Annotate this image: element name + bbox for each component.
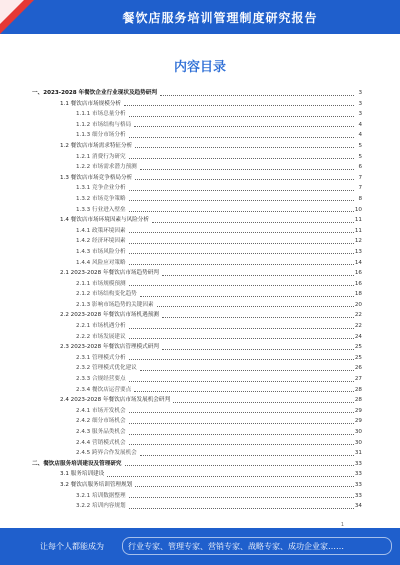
toc-entry-label: 2.3 2023-2028 年餐饮店管理模式研判 bbox=[60, 344, 159, 351]
toc-dot-leader bbox=[129, 158, 354, 159]
toc-entry-label: 2.4 2023-2028 年餐饮店市场发展机会研判 bbox=[60, 397, 171, 404]
toc-entry-label: 2.4.4 营销模式机会 bbox=[76, 439, 126, 446]
toc-list bbox=[18, 88, 362, 512]
toc-entry-page: 33 bbox=[354, 492, 362, 499]
toc-entry-page: 22 bbox=[354, 312, 362, 319]
toc-entry-page: 28 bbox=[354, 386, 362, 393]
toc-dot-leader bbox=[129, 423, 354, 424]
toc-entry-label: 2.3.4 餐饮店运营要点 bbox=[76, 386, 132, 393]
toc-entry-label: 1.2.1 消费行为研究 bbox=[76, 153, 126, 160]
page-number: 1 bbox=[340, 522, 344, 528]
toc-dot-leader bbox=[129, 359, 354, 360]
toc-entry[interactable] bbox=[18, 469, 362, 480]
toc-entry[interactable] bbox=[18, 321, 362, 332]
toc-entry[interactable] bbox=[18, 459, 362, 470]
toc-dot-leader bbox=[129, 243, 354, 244]
toc-entry-page: 25 bbox=[354, 344, 362, 351]
toc-dot-leader bbox=[140, 169, 354, 170]
toc-entry-label: 2.4.2 细分市场机会 bbox=[76, 418, 126, 425]
document-title: 餐饮店服务培训管理制度研究报告 bbox=[122, 11, 318, 25]
toc-entry[interactable] bbox=[18, 130, 362, 141]
toc-entry-page: 8 bbox=[358, 195, 362, 202]
toc-entry-page: 16 bbox=[354, 280, 362, 287]
toc-dot-leader bbox=[162, 275, 354, 276]
toc-entry[interactable] bbox=[18, 491, 362, 502]
toc-entry[interactable] bbox=[18, 99, 362, 110]
toc-dot-leader bbox=[129, 137, 354, 138]
toc-entry[interactable] bbox=[18, 395, 362, 406]
toc-entry-label: 1.1.2 市场结构与格局 bbox=[76, 121, 132, 128]
toc-entry-label: 1.4.3 市场风险分析 bbox=[76, 248, 126, 255]
toc-dot-leader bbox=[124, 105, 354, 106]
toc-entry-label: 1.1 餐饮店市场规模分析 bbox=[60, 100, 122, 107]
toc-dot-leader bbox=[129, 264, 354, 265]
toc-entry[interactable] bbox=[18, 300, 362, 311]
toc-entry-label: 3.2.1 培训数据整理 bbox=[76, 492, 126, 499]
toc-dot-leader bbox=[162, 317, 354, 318]
toc-entry[interactable] bbox=[18, 480, 362, 491]
toc-dot-leader bbox=[129, 211, 354, 212]
toc-dot-leader bbox=[129, 232, 354, 233]
toc-entry-page: 14 bbox=[354, 259, 362, 266]
toc-entry[interactable] bbox=[18, 109, 362, 120]
toc-dot-leader bbox=[125, 465, 354, 466]
toc-entry-label: 2.1 2023-2028 年餐饮店市场趋势研判 bbox=[60, 270, 159, 277]
toc-entry[interactable] bbox=[18, 289, 362, 300]
toc-dot-leader bbox=[135, 486, 354, 487]
toc-entry-label: 2.1.2 市场结构变化趋势 bbox=[76, 291, 137, 298]
toc-entry[interactable] bbox=[18, 152, 362, 163]
toc-dot-leader bbox=[129, 381, 354, 382]
toc-entry-page: 3 bbox=[358, 100, 362, 107]
toc-entry-label: 2.3.3 合规经营要点 bbox=[76, 376, 126, 383]
toc-dot-leader bbox=[129, 508, 354, 509]
toc-dot-leader bbox=[140, 455, 354, 456]
toc-entry-page: 20 bbox=[354, 301, 362, 308]
header-bar bbox=[0, 0, 400, 34]
toc-entry[interactable] bbox=[18, 215, 362, 226]
toc-entry-page: 22 bbox=[354, 323, 362, 330]
toc-entry[interactable] bbox=[18, 194, 362, 205]
toc-dot-leader bbox=[129, 253, 354, 254]
toc-dot-leader bbox=[107, 476, 354, 477]
toc-dot-leader bbox=[129, 434, 354, 435]
toc-entry-label: 2.4.3 服务品类机会 bbox=[76, 429, 126, 435]
toc-entry-page: 11 bbox=[354, 217, 362, 224]
toc-dot-leader bbox=[129, 200, 354, 201]
toc-entry[interactable] bbox=[18, 258, 362, 269]
toc-entry[interactable] bbox=[18, 310, 362, 321]
toc-entry[interactable] bbox=[18, 427, 362, 438]
toc-entry-page: 30 bbox=[354, 429, 362, 435]
header-corner-highlight bbox=[0, 0, 24, 24]
toc-entry[interactable] bbox=[18, 448, 362, 459]
toc-dot-leader bbox=[129, 328, 354, 329]
toc-dot-leader bbox=[140, 370, 354, 371]
toc-entry-page: 33 bbox=[354, 471, 362, 478]
toc-entry[interactable] bbox=[18, 406, 362, 417]
toc-entry-page: 5 bbox=[358, 153, 362, 160]
toc-dot-leader bbox=[162, 349, 354, 350]
toc-entry-label: 1.3.1 竞争企业分析 bbox=[76, 185, 126, 192]
footer-bar bbox=[0, 528, 400, 565]
toc-dot-leader bbox=[129, 116, 354, 117]
toc-entry-page: 27 bbox=[354, 376, 362, 383]
toc-entry-page: 18 bbox=[354, 291, 362, 298]
toc-entry-page: 11 bbox=[354, 227, 362, 234]
toc-entry[interactable] bbox=[18, 332, 362, 343]
toc-entry-page: 25 bbox=[354, 354, 362, 361]
toc-entry-page: 33 bbox=[354, 460, 362, 467]
toc-entry[interactable] bbox=[18, 173, 362, 184]
toc-entry-page: 24 bbox=[354, 333, 362, 340]
toc-entry-label: 2.4.5 跨界合作发展机会 bbox=[76, 450, 137, 457]
toc-dot-leader bbox=[157, 306, 354, 307]
toc-dot-leader bbox=[135, 179, 354, 180]
toc-entry-label: 1.4 餐饮店市场环境因素与风险分析 bbox=[60, 217, 149, 224]
toc-dot-leader bbox=[152, 222, 354, 223]
toc-dot-leader bbox=[134, 126, 354, 127]
toc-entry-label: 1.4.4 风险应对策略 bbox=[76, 259, 126, 266]
toc-entry[interactable] bbox=[18, 501, 362, 512]
toc-entry-page: 31 bbox=[354, 450, 362, 457]
toc-entry-page: 12 bbox=[354, 238, 362, 245]
toc-heading: 内容目录 bbox=[173, 60, 226, 75]
toc-entry-label: 2.2.2 市场发展建议 bbox=[76, 333, 126, 340]
toc-dot-leader bbox=[129, 497, 354, 498]
toc-dot-leader bbox=[129, 412, 354, 413]
toc-entry-label: 1.3.3 行业进入壁垒 bbox=[76, 206, 126, 213]
toc-entry-label: 1.1.1 市场总量分析 bbox=[76, 111, 126, 118]
toc-entry[interactable] bbox=[18, 438, 362, 449]
toc-entry-label: 1.4.1 政策环境因素 bbox=[76, 227, 126, 234]
toc-entry[interactable] bbox=[18, 353, 362, 364]
toc-dot-leader bbox=[173, 402, 354, 403]
toc-entry-label: 一、2023-2028 年餐饮企业行业现状及趋势研判 bbox=[32, 90, 157, 96]
toc-entry-page: 3 bbox=[358, 111, 362, 118]
toc-dot-leader bbox=[160, 95, 354, 96]
toc-entry[interactable] bbox=[18, 88, 362, 99]
toc-entry[interactable] bbox=[18, 363, 362, 374]
toc-entry[interactable] bbox=[18, 141, 362, 152]
toc-dot-leader bbox=[129, 190, 354, 191]
toc-entry-label: 2.2 2023-2028 年餐饮店市场机遇预测 bbox=[60, 312, 159, 319]
toc-entry[interactable] bbox=[18, 236, 362, 247]
toc-entry-page: 13 bbox=[354, 248, 362, 255]
toc-entry-label: 2.4.1 市场开发机会 bbox=[76, 407, 126, 414]
toc-entry[interactable] bbox=[18, 268, 362, 279]
toc-entry[interactable] bbox=[18, 374, 362, 385]
toc-entry-label: 2.3.1 管理模式分析 bbox=[76, 354, 126, 361]
toc-entry-page: 7 bbox=[358, 185, 362, 192]
toc-entry-page: 29 bbox=[354, 418, 362, 425]
footer-roles: 行业专家、管理专家、营销专家、战略专家、成功企业家…… bbox=[128, 542, 344, 551]
toc-entry-label: 1.3.2 市场竞争策略 bbox=[76, 195, 126, 202]
toc-entry[interactable] bbox=[18, 385, 362, 396]
toc-entry-label: 3.2 餐饮店服务培训管理规划 bbox=[60, 481, 133, 488]
toc-entry-page: 5 bbox=[358, 142, 362, 149]
toc-entry-page: 30 bbox=[354, 439, 362, 446]
toc-entry-label: 1.3 餐饮店市场竞争格局分析 bbox=[60, 174, 133, 181]
toc-entry-page: 6 bbox=[358, 164, 362, 171]
toc-entry-page: 10 bbox=[354, 206, 362, 213]
footer-slogan: 让每个人都能成为 bbox=[40, 542, 104, 551]
toc-entry-page: 16 bbox=[354, 270, 362, 277]
toc-entry-page: 4 bbox=[358, 132, 362, 139]
toc-entry-page: 28 bbox=[354, 397, 362, 404]
toc-entry[interactable] bbox=[18, 416, 362, 427]
toc-entry[interactable] bbox=[18, 279, 362, 290]
toc-entry-page: 4 bbox=[358, 121, 362, 128]
toc-entry-label: 1.4.2 经济环境因素 bbox=[76, 238, 126, 245]
toc-dot-leader bbox=[129, 285, 354, 286]
toc-entry[interactable] bbox=[18, 342, 362, 353]
toc-entry-page: 3 bbox=[358, 90, 362, 96]
toc-entry-label: 2.1.1 市场规模预测 bbox=[76, 280, 126, 287]
toc-dot-leader bbox=[134, 391, 354, 392]
toc-entry-label: 3.2.2 培训内容规划 bbox=[76, 503, 126, 510]
toc-entry-page: 26 bbox=[354, 365, 362, 372]
toc-entry[interactable] bbox=[18, 226, 362, 237]
toc-dot-leader bbox=[135, 147, 354, 148]
toc-entry-label: 2.3.2 管理模式优化建议 bbox=[76, 365, 137, 372]
toc-entry-label: 2.1.3 影响市场趋势的关键因素 bbox=[76, 301, 154, 308]
toc-entry-label: 1.2 餐饮店市场需求特征分析 bbox=[60, 142, 133, 149]
toc-entry[interactable] bbox=[18, 205, 362, 216]
toc-entry-label: 2.2.1 市场机遇分析 bbox=[76, 323, 126, 330]
toc-entry-page: 29 bbox=[354, 407, 362, 414]
toc-entry[interactable] bbox=[18, 183, 362, 194]
toc-entry[interactable] bbox=[18, 162, 362, 173]
toc-entry-label: 二、餐饮店服务培训建设及管理研究 bbox=[32, 460, 122, 467]
toc-entry-page: 33 bbox=[354, 481, 362, 488]
toc-entry-label: 1.2.2 市场需求潜力预测 bbox=[76, 164, 137, 171]
toc-entry[interactable] bbox=[18, 120, 362, 131]
toc-entry-page: 34 bbox=[354, 503, 362, 510]
toc-dot-leader bbox=[129, 338, 354, 339]
toc-entry[interactable] bbox=[18, 247, 362, 258]
toc-dot-leader bbox=[140, 296, 354, 297]
toc-dot-leader bbox=[129, 444, 354, 445]
toc-entry-label: 3.1 服务培训建设 bbox=[60, 471, 105, 478]
toc-entry-page: 7 bbox=[358, 174, 362, 181]
toc-entry-label: 1.1.3 细分市场分析 bbox=[76, 132, 126, 139]
